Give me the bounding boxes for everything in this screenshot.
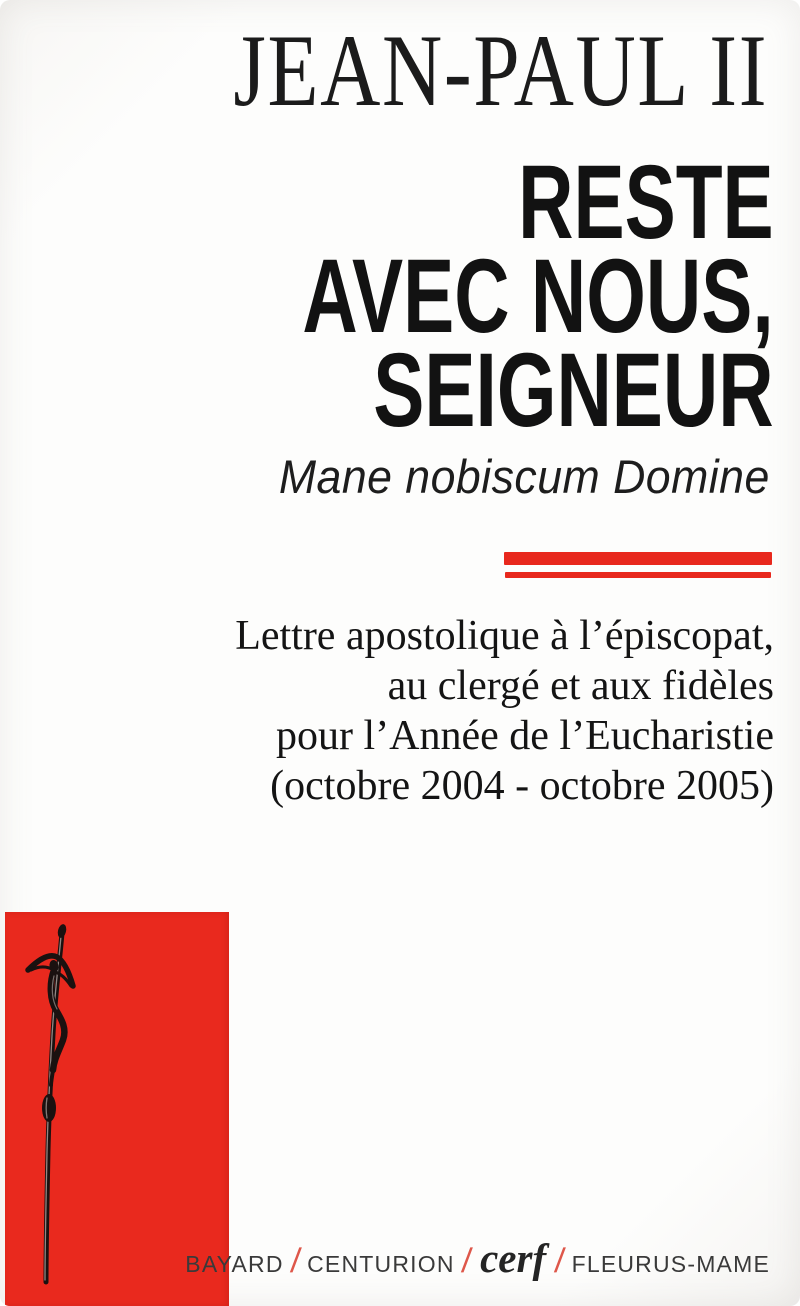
author-name: JEAN-PAUL II <box>233 14 768 128</box>
description-line-3: pour l’Année de l’Eucharistie <box>276 713 774 759</box>
title-line-3: SEIGNEUR <box>373 332 774 449</box>
title-line-2: AVEC NOUS, <box>302 238 774 355</box>
description-line-4: (octobre 2004 - octobre 2005) <box>270 763 774 809</box>
red-rule-thick <box>504 552 772 565</box>
red-rule-thin <box>505 572 771 578</box>
publisher-fleurus-mame: FLEURUS-MAME <box>571 1251 770 1277</box>
decorative-rules <box>504 552 772 578</box>
publisher-cerf: cerf <box>480 1235 547 1281</box>
description-line-2: au clergé et aux fidèles <box>387 663 774 709</box>
title-line-1: RESTE <box>518 144 774 261</box>
publisher-centurion: CENTURION <box>307 1251 455 1277</box>
description-line-1: Lettre apostolique à l’épiscopat, <box>235 613 774 659</box>
description <box>235 611 774 811</box>
slash-separator: / <box>553 1242 567 1280</box>
publisher-bayard: BAYARD <box>185 1251 284 1277</box>
slash-separator: / <box>288 1242 303 1280</box>
publisher-bar <box>185 1234 770 1282</box>
latin-subtitle: Mane nobiscum Domine <box>279 450 770 503</box>
slash-separator: / <box>459 1242 474 1280</box>
book-title <box>302 144 774 449</box>
